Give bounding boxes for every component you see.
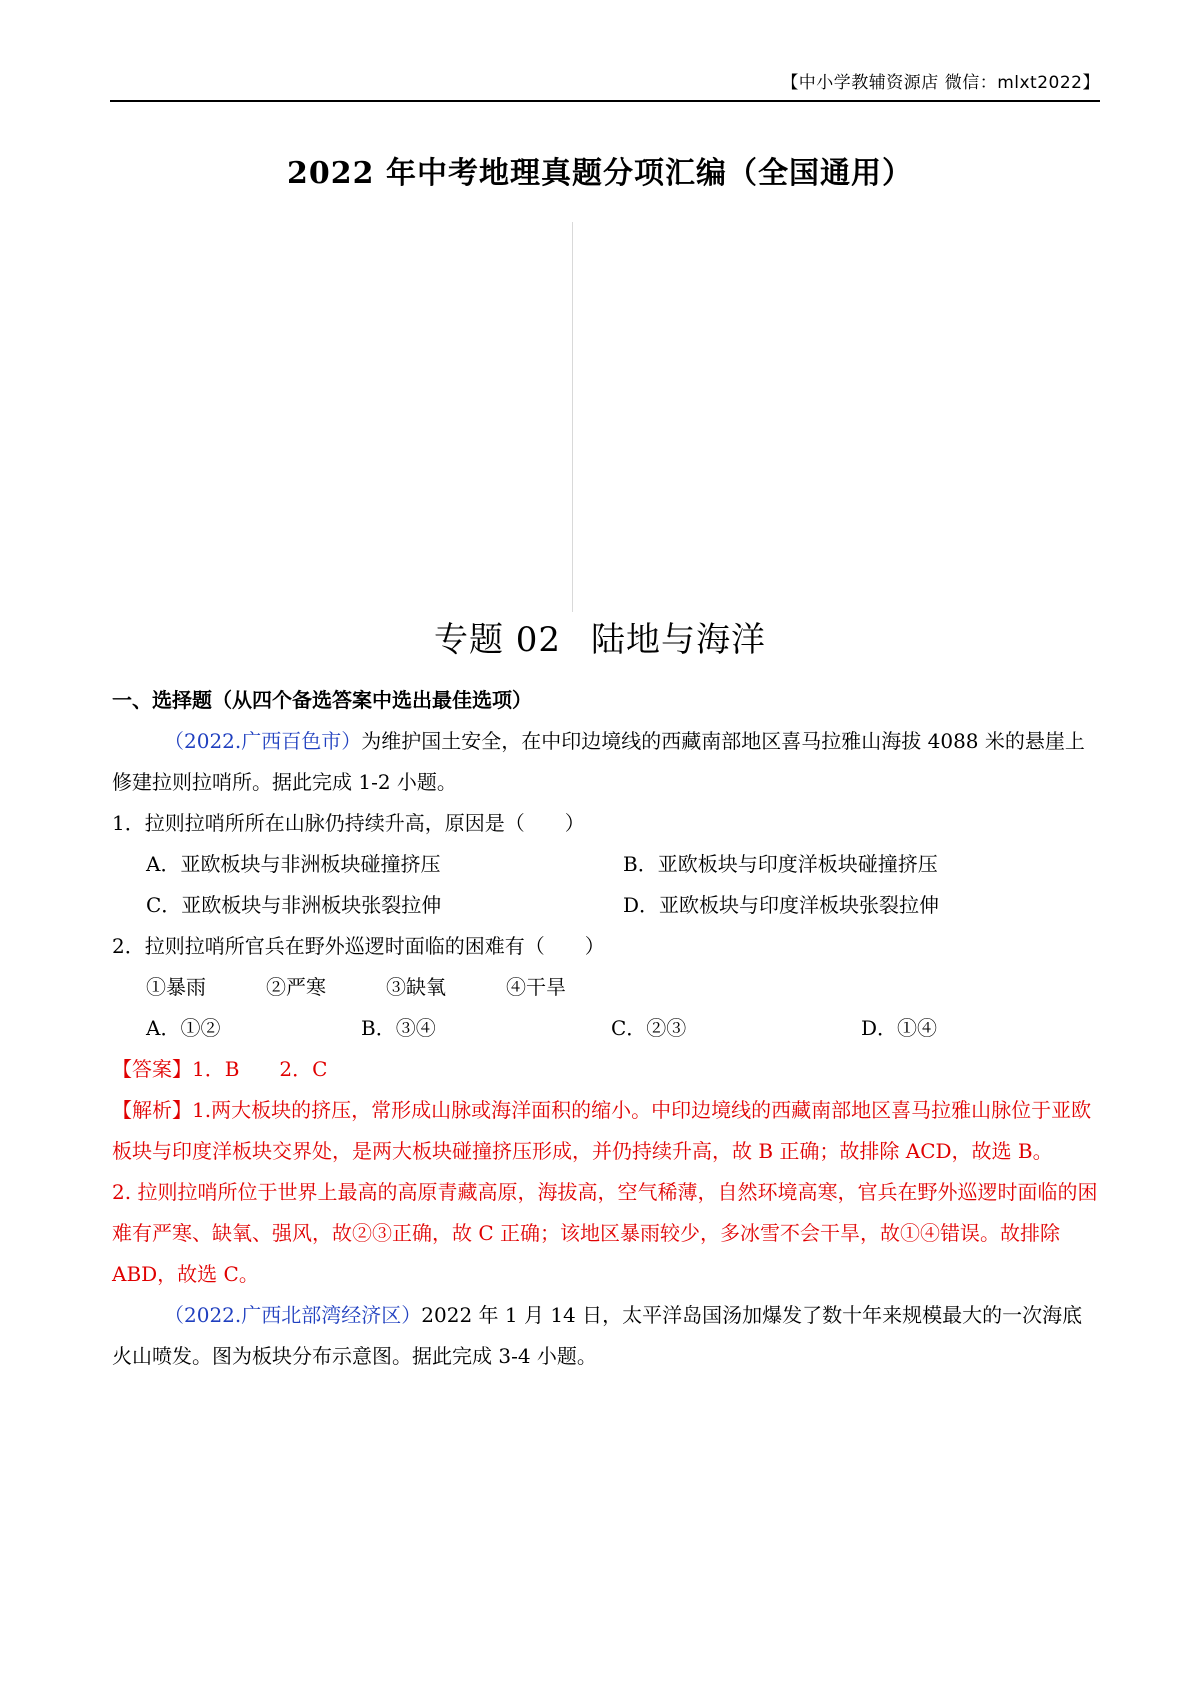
question-2-options: [112, 1008, 1100, 1049]
question-group-1-intro: [112, 721, 1100, 803]
header-note: 【中小学教辅资源店 微信：mlxt2022】: [781, 73, 1100, 93]
document-body: [112, 680, 1100, 1377]
question-group-2-intro: [112, 1295, 1100, 1377]
question-2-text: 2．拉则拉哨所官兵在野外巡逻时面临的困难有（ ）: [112, 934, 605, 958]
source-label: （2022.广西北部湾经济区）: [164, 1303, 422, 1327]
header-divider: [110, 100, 1100, 102]
document-title: 2022 年中考地理真题分项汇编（全国通用）: [287, 156, 913, 191]
question-2-option-d: D．①④: [861, 1016, 938, 1040]
question-2-option-a: A．①②: [146, 1016, 221, 1040]
question-2-option-c: C．②③: [611, 1016, 687, 1040]
center-divider-line: [572, 222, 573, 612]
question-2-item: ②严寒: [266, 975, 326, 999]
analysis-1: 【解析】1.两大板块的挤压，常形成山脉或海洋面积的缩小。中印边境线的西藏南部地区喜马拉雅山脉位于亚欧板块与印度洋板块交界处，是两大板块碰撞挤压形成，并仍持续升高，故 B 正确；故排除 ACD，故选 B。: [112, 1098, 1092, 1163]
analysis-2: 2. 拉则拉哨所位于世界上最高的高原青藏高原，海拔高，空气稀薄，自然环境高寒，官兵在野外巡逻时面临的困难有严寒、缺氧、强风，故②③正确，故 C 正确；该地区暴雨较少，多冰雪不会干旱，故①④错误。故排除 ABD，故选 C。: [112, 1180, 1098, 1286]
question-1-option-b: B．亚欧板块与印度洋板块碰撞挤压: [623, 852, 938, 876]
question-1-text: 1．拉则拉哨所所在山脉仍持续升高，原因是（ ）: [112, 811, 585, 835]
section-heading: 一、选择题（从四个备选答案中选出最佳选项）: [112, 688, 532, 712]
question-1-option-c: C．亚欧板块与非洲板块张裂拉伸: [146, 893, 442, 917]
answer-line: 【答案】1．B 2．C: [112, 1057, 328, 1081]
question-2-item: ④干旱: [506, 975, 566, 999]
question-2-items: [112, 967, 1100, 1008]
question-1-option-d: D．亚欧板块与印度洋板块张裂拉伸: [623, 893, 940, 917]
question-2-item: ③缺氧: [386, 975, 446, 999]
question-1-options: [112, 844, 1100, 926]
question-group-1-stem: 为维护国土安全，在中印边境线的西藏南部地区喜马拉雅山海拔 4088 米的悬崖上修建拉则拉哨所。据此完成 1-2 小题。: [112, 729, 1085, 794]
question-1-option-a: A．亚欧板块与非洲板块碰撞挤压: [146, 852, 441, 876]
topic-title: [0, 612, 1200, 661]
topic-name: 陆地与海洋: [591, 620, 767, 660]
question-2-item: ①暴雨: [146, 975, 206, 999]
source-label: （2022.广西百色市）: [164, 729, 362, 753]
question-2-option-b: B．③④: [361, 1016, 436, 1040]
question-group-2-stem: 2022 年 1 月 14 日，太平洋岛国汤加爆发了数十年来规模最大的一次海底火山喷发。图为板块分布示意图。据此完成 3-4 小题。: [112, 1303, 1083, 1368]
topic-number: 专题 02: [433, 620, 562, 660]
